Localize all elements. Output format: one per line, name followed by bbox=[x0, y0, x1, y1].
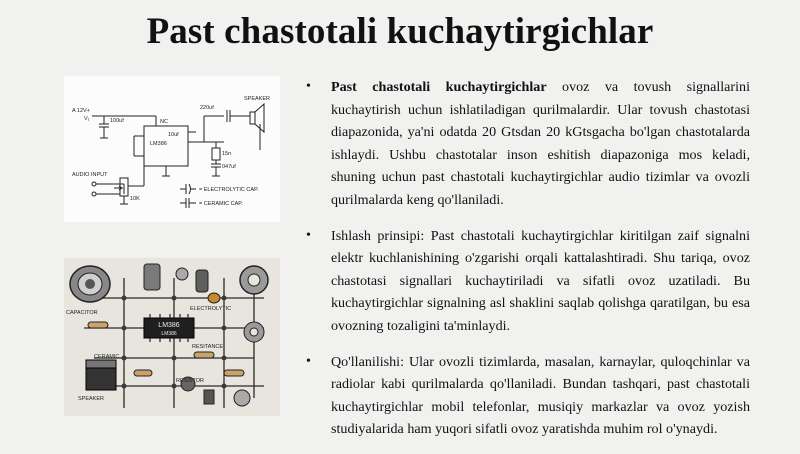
c1-label: 100uf bbox=[110, 118, 124, 124]
chip-label-1: LM386 bbox=[158, 322, 180, 329]
lbl-ceramic: CERAMIC bbox=[94, 354, 120, 360]
legend-electrolytic: = ELECTROLYTIC CAP. bbox=[199, 187, 259, 193]
bullet-list bbox=[306, 76, 750, 454]
ic-label: LM386 bbox=[150, 141, 167, 147]
slide-title: Past chastotali kuchaytirgichlar bbox=[146, 11, 654, 52]
lbl-speaker: SPEAKER bbox=[78, 396, 104, 402]
pot-label: 10K bbox=[130, 196, 140, 202]
bullet-item-definition bbox=[306, 76, 750, 212]
vcc-label: A 12V+ bbox=[72, 108, 90, 114]
lbl-electrolytic: ELECTROLYTIC bbox=[190, 306, 232, 312]
circuit-schematic-image bbox=[64, 76, 280, 222]
bullet-bold-term: Past chastotali kuchaytirgichlar bbox=[331, 79, 547, 95]
c2-label: 220uf bbox=[200, 105, 214, 111]
c3-label: 047uf bbox=[222, 164, 236, 170]
lbl-capacitor: CAPACITOR bbox=[66, 310, 98, 316]
bullet-item-principle bbox=[306, 225, 750, 338]
lbl-resistance: RESITANCE bbox=[192, 344, 224, 350]
bullet-item-usage bbox=[306, 351, 750, 441]
nc-label: NC bbox=[160, 119, 168, 125]
bullet-icon: • bbox=[306, 227, 311, 243]
c4-label: 10uf bbox=[168, 132, 179, 138]
bullet-icon: • bbox=[306, 353, 311, 369]
components-illustration-image bbox=[64, 258, 280, 416]
lbl-resistor: RESISTOR bbox=[176, 378, 205, 384]
chip-label-2: LM386 bbox=[161, 331, 177, 337]
audio-input-label: AUDIO INPUT bbox=[72, 172, 108, 178]
bullet-text: Qo'llanilishi: Ular ovozli tizimlarda, masalan, karnaylar, quloqchinlar va radiolar kabi qurilmalarda qo'llaniladi. Bundan tashqari, past chastotali kuchaytirgichlar mobil telefonlar, musiqiy markazlar va ovoz yozish studiyalarida ham yuqori sifatli ovoz yaratishda muhim rol o'ynaydi. bbox=[331, 353, 750, 438]
bullet-text: Ishlash prinsipi: Past chastotali kuchaytirgichlar kiritilgan zaif signalni elektr kuchlanishining o'zgarishi orqali kattalashtiradi. Shu tariqa, ovoz chastotasi signallari kuchaytiriladi va sifatli ovoz uzatiladi. Bu kuchaytirgichlar signalning asl shaklini saqlab qolishga qaratilgan, bu esa ovozning tozaligini ta'minlaydi. bbox=[331, 227, 750, 334]
r1-label: 15n bbox=[222, 151, 232, 157]
bullet-icon: • bbox=[306, 79, 311, 94]
speaker-label: SPEAKER bbox=[244, 96, 270, 102]
bullet-text: ovoz va tovush signallarini kuchaytirish uchun ishlatiladigan qurilmalardir. Ular tovush chastotasi diapazonida, ya'ni odatda 20 Gtsdan 20 kGtsgacha bo'lgan chastotalarda ishlaydi. Ushbu chastotalar inson eshitish diapazoniga mos keladi, shuning uchun past chastotali kuchaytirgichlar audio tizimlar va ovozli qurilmalarda keng qo'llaniladi. bbox=[331, 79, 750, 208]
v-label: V₁ bbox=[84, 116, 90, 122]
legend-ceramic: = CERAMIC CAP. bbox=[199, 201, 243, 207]
